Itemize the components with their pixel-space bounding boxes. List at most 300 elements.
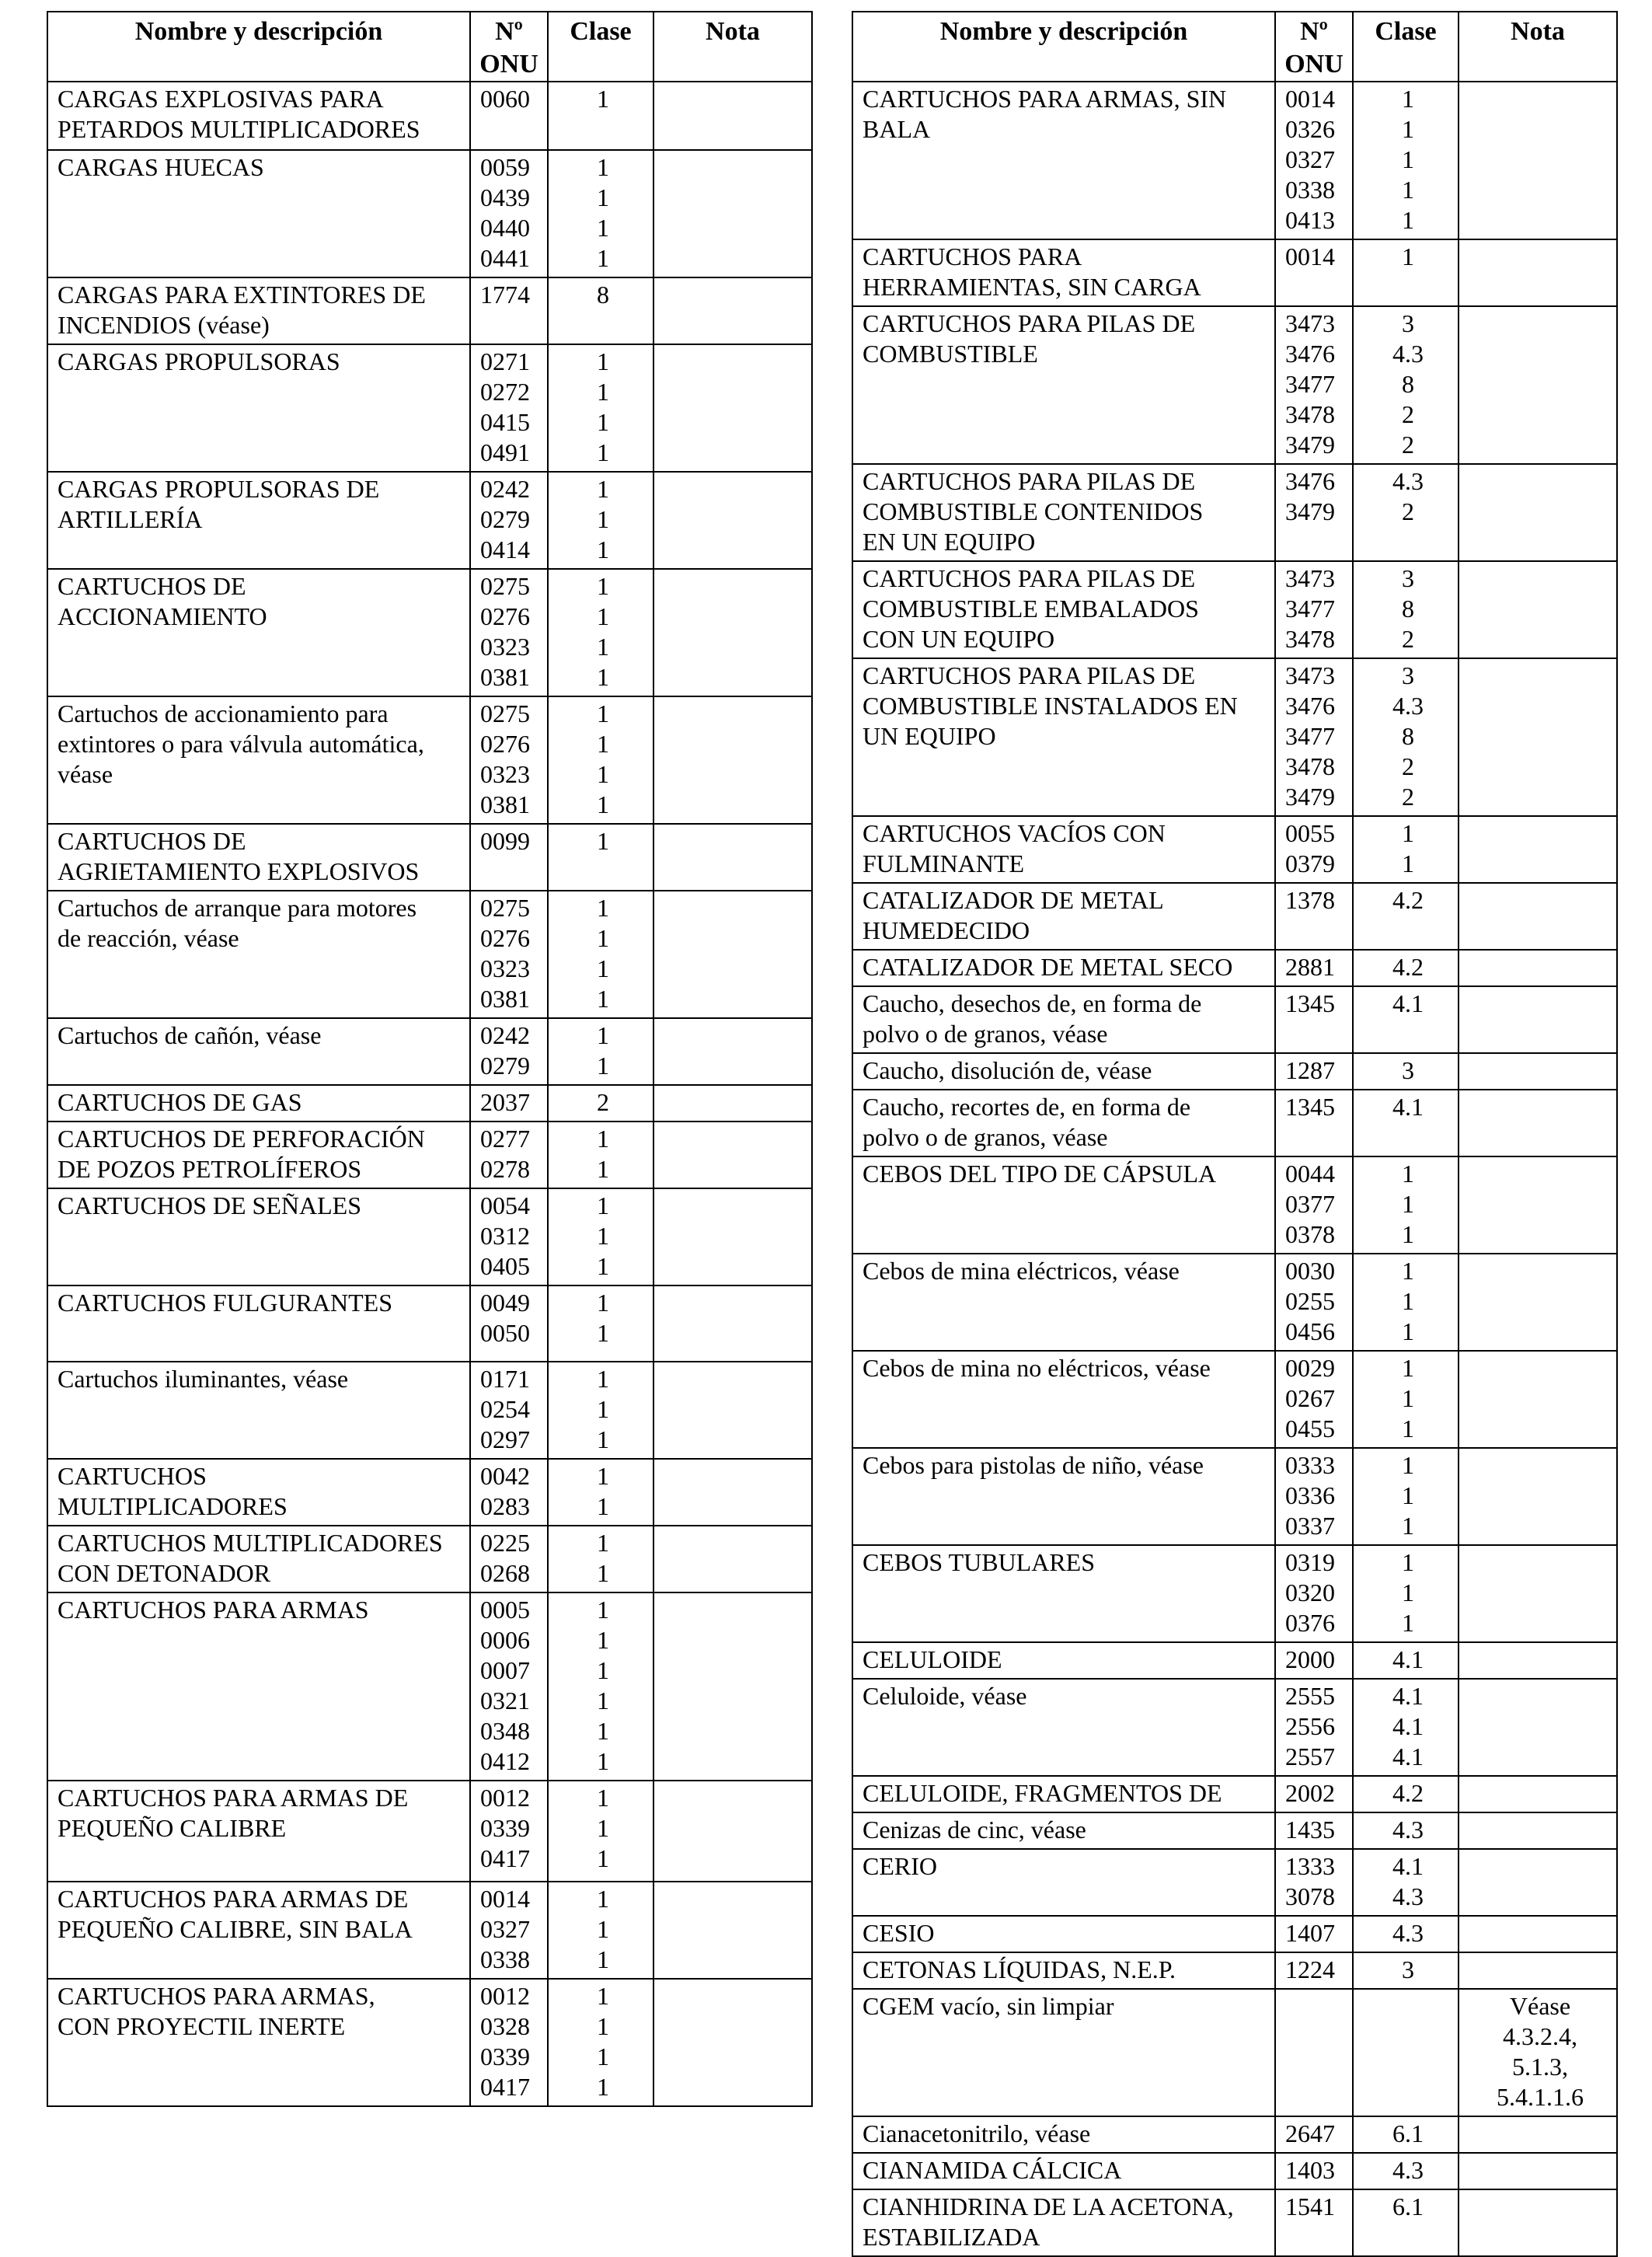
table-row (852, 1642, 1617, 1679)
cell-nota (653, 344, 812, 472)
cell-name (47, 1362, 470, 1459)
table-row (47, 824, 812, 891)
cell-onu (1275, 1916, 1353, 1952)
nota-line: 5.4.1.1.6 (1497, 2083, 1584, 2111)
cell-name (852, 950, 1275, 986)
onu-line: 3477 (1285, 370, 1335, 398)
onu-line: 1345 (1285, 1093, 1335, 1121)
name-line: Cartuchos de accionamiento para (58, 699, 389, 727)
name-line: CARTUCHOS (58, 1462, 207, 1490)
clase-line: 1 (1402, 1548, 1414, 1576)
clase-line: 2 (1402, 625, 1414, 653)
name-line: ACCIONAMIENTO (58, 602, 267, 630)
cell-nota (1459, 1351, 1617, 1448)
cell-clase (1353, 82, 1459, 239)
cell-name (852, 1254, 1275, 1351)
clase-line: 3 (1402, 1955, 1414, 1983)
cell-nota (1459, 1849, 1617, 1916)
name-line: polvo o de granos, véase (863, 1020, 1108, 1048)
cell-onu (1275, 1351, 1353, 1448)
cell-name (47, 472, 470, 569)
cell-onu (1275, 1812, 1353, 1849)
onu-line: 0054 (480, 1191, 530, 1219)
cell-onu (470, 569, 548, 696)
cell-onu (1275, 1545, 1353, 1642)
name-line: COMBUSTIBLE INSTALADOS EN (863, 692, 1238, 720)
cell-nota (1459, 1053, 1617, 1090)
table-row (47, 1882, 812, 1979)
clase-line: 4.1 (1392, 1852, 1424, 1880)
cell-clase (1353, 950, 1459, 986)
nota-line: Véase (1509, 1992, 1571, 2020)
table-row (47, 1459, 812, 1526)
onu-line: 0275 (480, 572, 530, 600)
onu-line: 0327 (480, 1915, 530, 1943)
cell-nota (653, 150, 812, 277)
clase-line: 2 (1402, 400, 1414, 428)
onu-line: 1287 (1285, 1056, 1335, 1084)
onu-line: 0279 (480, 505, 530, 533)
clase-line: 1 (597, 1885, 609, 1913)
cell-name (852, 986, 1275, 1053)
cell-clase (548, 82, 653, 150)
clase-line: 4.1 (1392, 989, 1424, 1017)
clase-line: 1 (597, 1687, 609, 1715)
name-line: CEBOS TUBULARES (863, 1548, 1096, 1576)
cell-clase (1353, 561, 1459, 658)
onu-line: 1378 (1285, 886, 1335, 914)
table-row (47, 472, 812, 569)
cell-name (852, 2116, 1275, 2153)
clase-line: 4.3 (1392, 1919, 1424, 1947)
table-row (47, 1781, 812, 1882)
clase-line: 1 (597, 730, 609, 758)
clase-line: 1 (597, 602, 609, 630)
onu-line: 3473 (1285, 564, 1335, 592)
clase-line: 1 (597, 475, 609, 503)
dangerous-goods-table-right (852, 11, 1618, 2257)
cell-nota (1459, 1776, 1617, 1812)
clase-line: 1 (597, 535, 609, 563)
cell-nota (653, 1362, 812, 1459)
name-line: CARTUCHOS PARA (863, 242, 1082, 270)
table-row (47, 1188, 812, 1285)
onu-line: 0171 (480, 1365, 530, 1393)
clase-line: 2 (1402, 783, 1414, 811)
header-nota: Nota (653, 12, 812, 82)
onu-line: 2647 (1285, 2119, 1335, 2147)
clase-line: 4.3 (1392, 1882, 1424, 1910)
cell-nota (1459, 2116, 1617, 2153)
cell-name (852, 82, 1275, 239)
onu-line: 0014 (1285, 242, 1335, 270)
cell-onu (1275, 986, 1353, 1053)
name-line: DE POZOS PETROLÍFEROS (58, 1155, 362, 1183)
clase-line: 4.3 (1392, 1816, 1424, 1844)
cell-onu (1275, 82, 1353, 239)
onu-line: 1224 (1285, 1955, 1335, 1983)
cell-name (852, 561, 1275, 658)
cell-nota (1459, 658, 1617, 816)
table-row (47, 1018, 812, 1085)
cell-clase (1353, 1448, 1459, 1545)
clase-line: 1 (597, 1021, 609, 1049)
cell-onu (470, 150, 548, 277)
clase-line: 2 (1402, 497, 1414, 525)
name-line: INCENDIOS (véase) (58, 311, 270, 339)
clase-line: 8 (597, 281, 609, 309)
cell-name (852, 816, 1275, 883)
onu-line: 3479 (1285, 497, 1335, 525)
name-line: Cenizas de cinc, véase (863, 1816, 1086, 1844)
nota-line: 5.1.3, (1512, 2053, 1568, 2081)
clase-line: 1 (1402, 1220, 1414, 1248)
onu-line: 0414 (480, 535, 530, 563)
name-line: PETARDOS MULTIPLICADORES (58, 115, 420, 143)
clase-line: 1 (597, 214, 609, 242)
onu-line: 3479 (1285, 783, 1335, 811)
clase-line: 2 (1402, 431, 1414, 459)
clase-line: 1 (1402, 1384, 1414, 1412)
name-line: CARTUCHOS PARA ARMAS, (58, 1982, 375, 2010)
clase-line: 3 (1402, 564, 1414, 592)
name-line: CARTUCHOS PARA PILAS DE (863, 467, 1196, 495)
name-line: Caucho, disolución de, véase (863, 1056, 1152, 1084)
clase-line: 2 (1402, 752, 1414, 780)
clase-line: 1 (1402, 1415, 1414, 1442)
cell-nota (653, 824, 812, 891)
table-row (852, 561, 1617, 658)
clase-line: 1 (1402, 1317, 1414, 1345)
clase-line: 1 (597, 2012, 609, 2040)
onu-line: 0323 (480, 633, 530, 661)
cell-onu (470, 1085, 548, 1122)
cell-clase (1353, 1642, 1459, 1679)
onu-line: 0338 (1285, 176, 1335, 204)
clase-line: 4.3 (1392, 340, 1424, 368)
onu-line: 0417 (480, 2073, 530, 2101)
cell-nota (1459, 1090, 1617, 1156)
clase-line: 4.3 (1392, 2156, 1424, 2184)
table-row (47, 1362, 812, 1459)
cell-clase (548, 696, 653, 824)
cell-name (852, 1812, 1275, 1849)
name-line: CIANAMIDA CÁLCICA (863, 2156, 1122, 2184)
name-line: CARGAS PARA EXTINTORES DE (58, 281, 426, 309)
clase-line: 1 (597, 1319, 609, 1347)
cell-onu (1275, 464, 1353, 561)
onu-line: 2037 (480, 1088, 530, 1116)
cell-name (852, 306, 1275, 464)
name-line: CARTUCHOS DE (58, 827, 246, 855)
onu-line: 0491 (480, 438, 530, 466)
cell-clase (548, 472, 653, 569)
onu-line: 0006 (480, 1626, 530, 1654)
cell-clase (1353, 464, 1459, 561)
clase-line: 4.1 (1392, 1645, 1424, 1673)
table-row (852, 1090, 1617, 1156)
onu-line: 1333 (1285, 1852, 1335, 1880)
cell-name (47, 1188, 470, 1285)
cell-name (852, 1952, 1275, 1989)
table-row (852, 464, 1617, 561)
cell-clase (548, 1188, 653, 1285)
cell-nota (653, 82, 812, 150)
name-line: Cartuchos de cañón, véase (58, 1021, 322, 1049)
cell-nota (1459, 1989, 1617, 2116)
cell-name (47, 696, 470, 824)
header-onu (1275, 12, 1353, 82)
name-line: Cianacetonitrilo, véase (863, 2119, 1091, 2147)
clase-line: 3 (1402, 1056, 1414, 1084)
onu-line: 0276 (480, 602, 530, 630)
onu-line: 3478 (1285, 752, 1335, 780)
name-line: CARTUCHOS FULGURANTES (58, 1289, 393, 1317)
onu-line: 0049 (480, 1289, 530, 1317)
clase-line: 1 (597, 1626, 609, 1654)
clase-line: 2 (597, 1088, 609, 1116)
onu-line: 0327 (1285, 145, 1335, 173)
clase-line: 1 (1402, 849, 1414, 877)
onu-line: 0323 (480, 760, 530, 788)
onu-line: 0339 (480, 2042, 530, 2070)
cell-clase (1353, 1545, 1459, 1642)
cell-onu (470, 1362, 548, 1459)
table-row (852, 1916, 1617, 1952)
cell-onu (470, 344, 548, 472)
cell-onu (1275, 2153, 1353, 2189)
clase-line: 1 (1402, 242, 1414, 270)
onu-line: 0321 (480, 1687, 530, 1715)
cell-clase (1353, 1090, 1459, 1156)
table-row (852, 2116, 1617, 2153)
cell-clase (548, 1592, 653, 1781)
cell-nota (653, 472, 812, 569)
table-row (47, 150, 812, 277)
onu-line: 0042 (480, 1462, 530, 1490)
clase-line: 1 (597, 347, 609, 375)
clase-line: 8 (1402, 370, 1414, 398)
clase-line: 1 (1402, 1579, 1414, 1606)
onu-line: 0029 (1285, 1354, 1335, 1382)
onu-line: 3078 (1285, 1882, 1335, 1910)
clase-line: 8 (1402, 722, 1414, 750)
onu-line: 3476 (1285, 340, 1335, 368)
cell-onu (470, 891, 548, 1018)
clase-line: 1 (597, 2042, 609, 2070)
name-line: CATALIZADOR DE METAL (863, 886, 1164, 914)
onu-line: 0378 (1285, 1220, 1335, 1248)
clase-line: 1 (597, 985, 609, 1013)
name-line: PEQUEÑO CALIBRE, SIN BALA (58, 1915, 413, 1943)
name-line: CARGAS HUECAS (58, 153, 264, 181)
clase-line: 4.1 (1392, 1742, 1424, 1770)
onu-line: 0348 (480, 1717, 530, 1745)
onu-line: 0014 (480, 1885, 530, 1913)
cell-onu (470, 1979, 548, 2106)
clase-line: 1 (597, 85, 609, 113)
onu-line: 0254 (480, 1395, 530, 1423)
name-line: de reacción, véase (58, 924, 239, 952)
name-line: CARTUCHOS PARA ARMAS (58, 1596, 369, 1624)
clase-line: 1 (597, 1945, 609, 1973)
clase-line: 1 (597, 572, 609, 600)
table-row (47, 1526, 812, 1592)
cell-onu (1275, 1090, 1353, 1156)
clase-line: 1 (1402, 1257, 1414, 1285)
onu-line: 0271 (480, 347, 530, 375)
cell-onu (470, 824, 548, 891)
table-row (852, 1156, 1617, 1254)
clase-line: 1 (597, 438, 609, 466)
name-line: UN EQUIPO (863, 722, 996, 750)
clase-line: 1 (1402, 1354, 1414, 1382)
clase-line: 1 (1402, 819, 1414, 847)
clase-line: 1 (597, 2073, 609, 2101)
header-onu-line2: ONU (479, 50, 538, 78)
cell-nota (1459, 1448, 1617, 1545)
cell-nota (653, 277, 812, 344)
cell-onu (470, 1882, 548, 1979)
name-line: CARTUCHOS DE SEÑALES (58, 1191, 361, 1219)
table-header-row (852, 12, 1617, 82)
cell-clase (548, 569, 653, 696)
cell-name (47, 824, 470, 891)
clase-line: 4.2 (1392, 886, 1424, 914)
onu-line: 0405 (480, 1252, 530, 1280)
clase-line: 1 (1402, 145, 1414, 173)
table-row (47, 569, 812, 696)
cell-name (47, 82, 470, 150)
onu-line: 1407 (1285, 1919, 1335, 1947)
clase-line: 1 (1402, 1609, 1414, 1637)
onu-line: 0381 (480, 790, 530, 818)
cell-name (47, 1122, 470, 1188)
header-name: Nombre y descripción (852, 12, 1275, 82)
clase-line: 1 (597, 1982, 609, 2010)
cell-name (47, 150, 470, 277)
onu-line: 3478 (1285, 625, 1335, 653)
cell-nota (653, 1781, 812, 1882)
table-row (852, 306, 1617, 464)
name-line: Cartuchos iluminantes, véase (58, 1365, 349, 1393)
name-line: CELULOIDE (863, 1645, 1002, 1673)
name-line: ESTABILIZADA (863, 2223, 1040, 2251)
clase-line: 1 (597, 1125, 609, 1153)
onu-line: 3478 (1285, 400, 1335, 428)
clase-line: 1 (597, 954, 609, 982)
cell-onu (1275, 306, 1353, 464)
cell-nota (1459, 883, 1617, 950)
cell-clase (548, 1526, 653, 1592)
cell-name (47, 891, 470, 1018)
cell-name (852, 2189, 1275, 2256)
name-line: Caucho, desechos de, en forma de (863, 989, 1202, 1017)
onu-line: 1345 (1285, 989, 1335, 1017)
cell-onu (1275, 2116, 1353, 2153)
onu-line: 0276 (480, 924, 530, 952)
cell-onu (470, 1018, 548, 1085)
cell-nota (653, 1526, 812, 1592)
name-line: CARTUCHOS PARA PILAS DE (863, 309, 1196, 337)
onu-line: 0326 (1285, 115, 1335, 143)
onu-line: 3473 (1285, 309, 1335, 337)
onu-line: 0060 (480, 85, 530, 113)
table-row (47, 891, 812, 1018)
onu-line: 0012 (480, 1784, 530, 1812)
cell-clase (548, 344, 653, 472)
cell-clase (1353, 883, 1459, 950)
cell-onu (470, 1526, 548, 1592)
table-body-left (47, 82, 812, 2106)
cell-clase (1353, 2189, 1459, 2256)
name-line: MULTIPLICADORES (58, 1492, 288, 1520)
header-onu-line1: Nº (495, 17, 523, 46)
name-line: Celuloide, véase (863, 1682, 1027, 1710)
table-row (47, 1592, 812, 1781)
onu-line: 2557 (1285, 1742, 1335, 1770)
cell-nota (1459, 1916, 1617, 1952)
onu-line: 0283 (480, 1492, 530, 1520)
name-line: HERRAMIENTAS, SIN CARGA (863, 273, 1201, 301)
name-line: AGRIETAMIENTO EXPLOSIVOS (58, 857, 420, 885)
clase-line: 4.2 (1392, 1779, 1424, 1807)
cell-clase (1353, 239, 1459, 306)
cell-clase (548, 150, 653, 277)
name-line: HUMEDECIDO (863, 916, 1030, 944)
cell-clase (548, 1781, 653, 1882)
cell-clase (1353, 1849, 1459, 1916)
cell-onu (1275, 1448, 1353, 1545)
onu-line: 0275 (480, 894, 530, 922)
clase-line: 1 (597, 408, 609, 436)
cell-onu (470, 1285, 548, 1362)
clase-line: 1 (597, 1529, 609, 1557)
name-line: CON DETONADOR (58, 1559, 271, 1587)
onu-line: 0415 (480, 408, 530, 436)
cell-nota (1459, 464, 1617, 561)
clase-line: 1 (597, 924, 609, 952)
onu-line: 0412 (480, 1747, 530, 1775)
onu-line: 0055 (1285, 819, 1335, 847)
clase-line: 1 (597, 633, 609, 661)
table-row (852, 1952, 1617, 1989)
clase-line: 1 (597, 183, 609, 211)
name-line: COMBUSTIBLE (863, 340, 1038, 368)
name-line: CEBOS DEL TIPO DE CÁPSULA (863, 1160, 1217, 1188)
clase-line: 1 (597, 699, 609, 727)
onu-line: 3476 (1285, 467, 1335, 495)
clase-line: 1 (597, 378, 609, 406)
onu-line: 1403 (1285, 2156, 1335, 2184)
table-row (852, 1053, 1617, 1090)
cell-name (47, 1018, 470, 1085)
cell-clase (1353, 2153, 1459, 2189)
cell-nota (1459, 950, 1617, 986)
onu-line: 0336 (1285, 1481, 1335, 1509)
clase-line: 3 (1402, 309, 1414, 337)
cell-onu (1275, 1254, 1353, 1351)
name-line: ARTILLERÍA (58, 505, 203, 533)
clase-line: 1 (597, 1915, 609, 1943)
clase-line: 1 (597, 1814, 609, 1842)
cell-nota (1459, 561, 1617, 658)
onu-line: 1435 (1285, 1816, 1335, 1844)
table-row (47, 344, 812, 472)
cell-name (852, 1053, 1275, 1090)
name-line: CARTUCHOS PARA PILAS DE (863, 564, 1196, 592)
cell-name (852, 658, 1275, 816)
